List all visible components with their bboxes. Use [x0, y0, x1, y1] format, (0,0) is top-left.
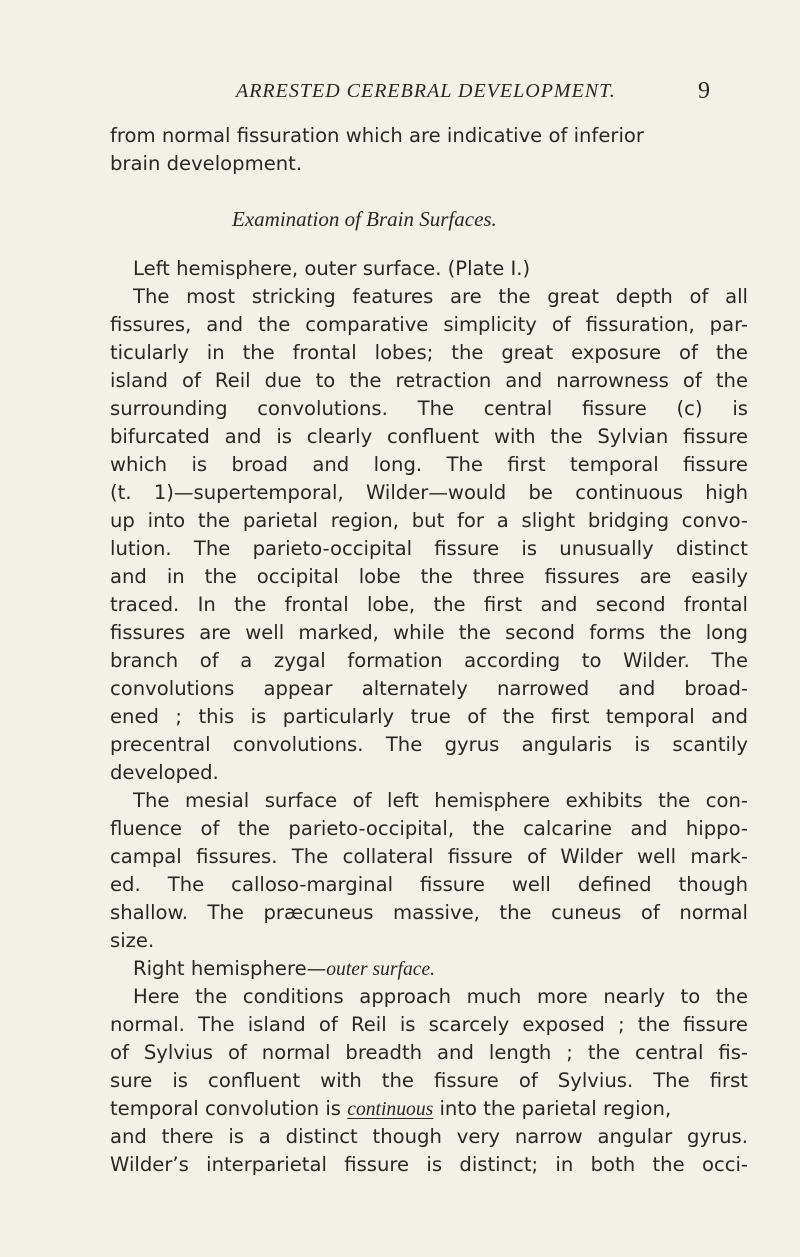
text-line: which is broad and long. The first temporal fissure: [110, 453, 748, 476]
running-head: [150, 80, 750, 103]
text-line: ticularly in the frontal lobes; the great exposure of the: [110, 341, 748, 364]
text-line: precentral convolutions. The gyrus angularis is scantily: [110, 733, 748, 756]
text-line: and in the occipital lobe the three fissures are easily: [110, 565, 748, 588]
text-line: sure is confluent with the fissure of Sylvius. The first: [110, 1069, 748, 1092]
text-line: size.: [110, 929, 155, 952]
text-line: The mesial surface of left hemisphere exhibits the con-: [133, 789, 748, 812]
text-line: campal fissures. The collateral fissure of Wilder well mark-: [110, 845, 748, 868]
text-line: [110, 1095, 748, 1124]
text-segment: temporal convolution is: [110, 1097, 348, 1120]
running-title: ARRESTED CEREBRAL DEVELOPMENT.: [236, 80, 616, 102]
text-line: lution. The parieto-occipital fissure is unusually distinct: [110, 537, 748, 560]
text-line: traced. In the frontal lobe, the first and second frontal: [110, 593, 748, 616]
text-line: developed.: [110, 761, 219, 784]
text-segment: into the parietal region,: [433, 1097, 672, 1120]
page-number: 9: [698, 78, 711, 104]
text-line: Left hemisphere, outer surface. (Plate I.): [133, 257, 531, 280]
text-line: up into the parietal region, but for a slight bridging convo-: [110, 509, 748, 532]
subheading-italic: outer surface.: [326, 959, 436, 980]
text-line: bifurcated and is clearly confluent with the Sylvian fissure: [110, 425, 748, 448]
text-line: ened ; this is particularly true of the first temporal and: [110, 705, 748, 728]
text-line: [133, 955, 435, 984]
text-line: from normal fissuration which are indicative of inferior: [110, 124, 644, 147]
text-line: Wilder’s interparietal fissure is distinct; in both the occi-: [110, 1153, 748, 1176]
text-line: Here the conditions approach much more nearly to the: [133, 985, 748, 1008]
subheading-text: Right hemisphere—: [133, 957, 327, 980]
text-line: The most stricking features are the great depth of all: [133, 285, 748, 308]
text-line: shallow. The præcuneus massive, the cuneus of normal: [110, 901, 748, 924]
text-line: surrounding convolutions. The central fissure (c) is: [110, 397, 748, 420]
text-line: ed. The calloso-marginal fissure well defined though: [110, 873, 748, 896]
text-line: island of Reil due to the retraction and narrowness of the: [110, 369, 748, 392]
text-line: and there is a distinct though very narrow angular gyrus.: [110, 1125, 748, 1148]
text-line: of Sylvius of normal breadth and length ; the central fis-: [110, 1041, 748, 1064]
emphasis-word: continuous: [347, 1099, 434, 1120]
section-heading: Examination of Brain Surfaces.: [232, 207, 497, 231]
text-line: normal. The island of Reil is scarcely exposed ; the fissure: [110, 1013, 748, 1036]
text-line: fissures, and the comparative simplicity of fissuration, par-: [110, 313, 748, 336]
text-line: convolutions appear alternately narrowed and broad-: [110, 677, 748, 700]
text-line: branch of a zygal formation according to Wilder. The: [110, 649, 748, 672]
text-line: fissures are well marked, while the second forms the long: [110, 621, 748, 644]
text-line: fluence of the parieto-occipital, the calcarine and hippo-: [110, 817, 748, 840]
text-line: (t. 1)—supertemporal, Wilder—would be continuous high: [110, 481, 748, 504]
text-line: brain development.: [110, 152, 303, 175]
